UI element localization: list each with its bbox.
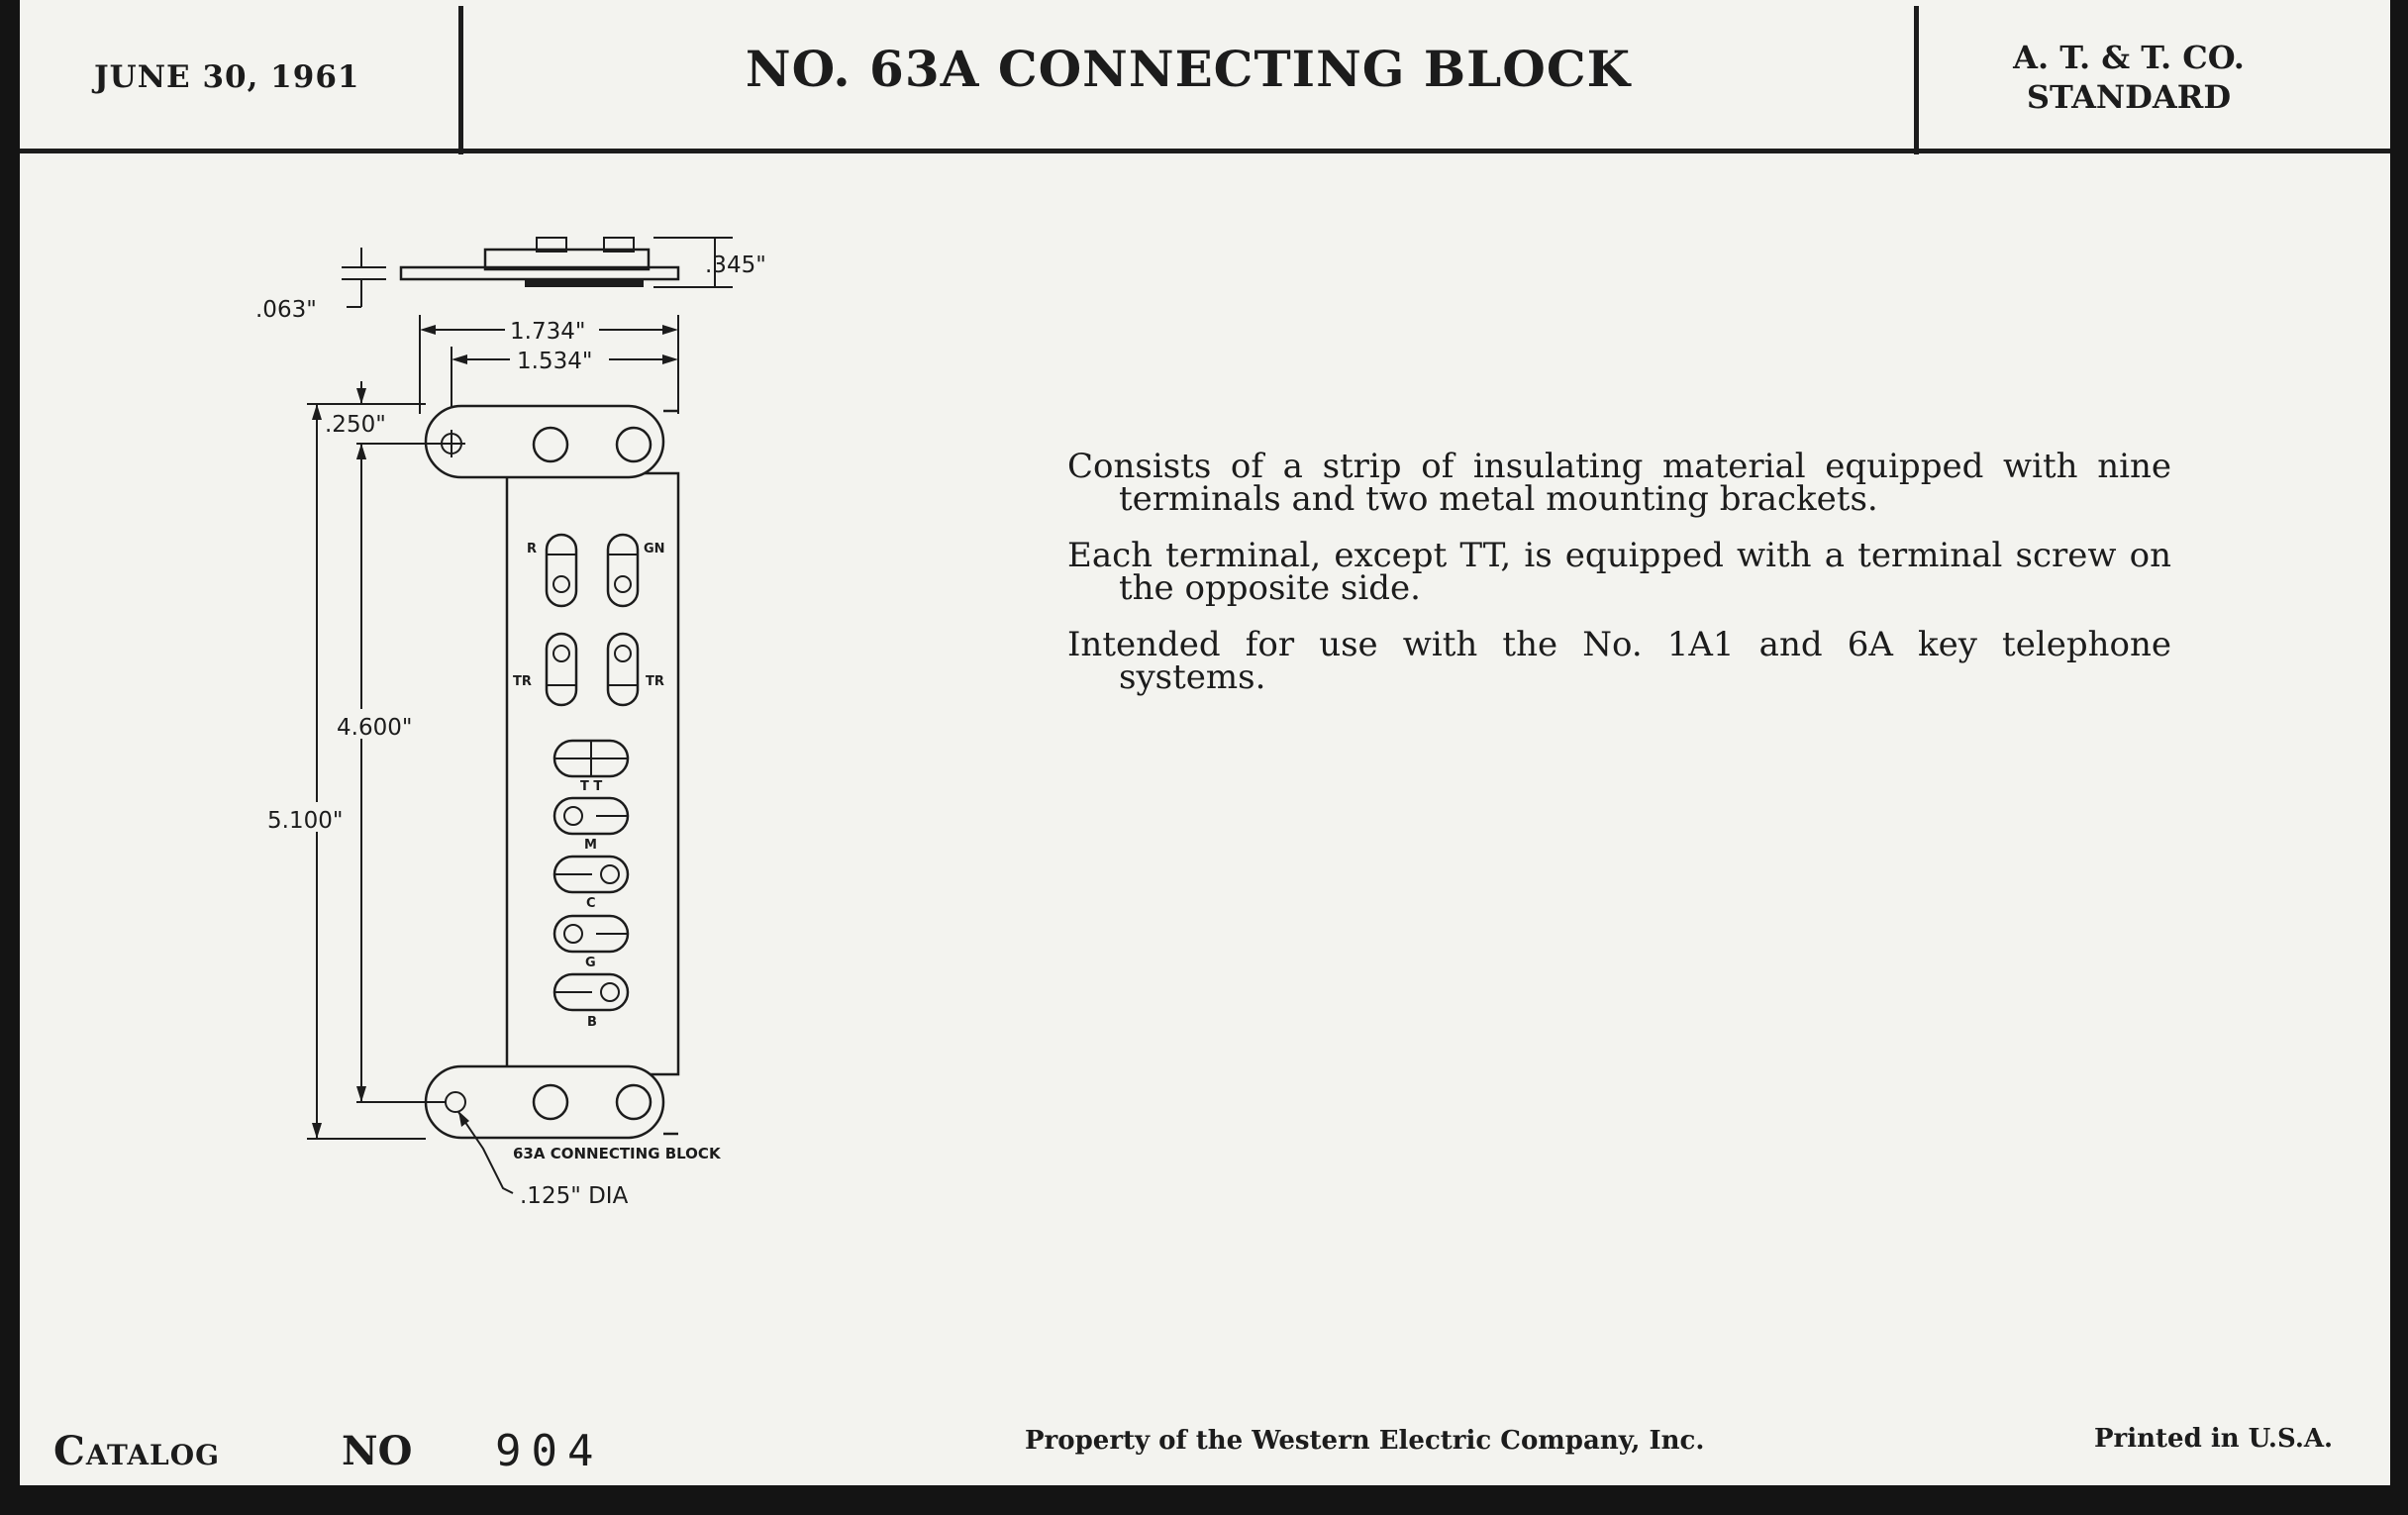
terminal-label-b: B [587, 1015, 597, 1030]
terminal-label-m: M [584, 838, 597, 853]
dim-width-holes: 1.534" [517, 349, 593, 374]
dim-edge-to-hole: .250" [325, 412, 386, 438]
footer-catalog: Catalog [53, 1428, 221, 1474]
description-paragraph-1: Consists of a strip of insulating material equipped with nine terminals and two metal mounting brackets. [1067, 447, 2171, 519]
footer-property: Property of the Western Electric Company, Inc. [1025, 1426, 1705, 1456]
catalog-number: 904 [495, 1426, 604, 1476]
part-label: 63A CONNECTING BLOCK [513, 1145, 721, 1162]
standard-line-2: STANDARD [2026, 78, 2232, 116]
footer-printed: Printed in U.S.A. [2094, 1424, 2334, 1454]
dim-side-height: .345" [705, 252, 766, 278]
dim-hole-spacing: 4.600" [337, 715, 413, 741]
terminals-upper [513, 535, 665, 705]
block-body [426, 406, 678, 1138]
terminal-label-r: R [527, 542, 538, 556]
dim-width-overall: 1.734" [510, 319, 586, 345]
dim-length-overall: 5.100" [267, 808, 344, 834]
standard-mark [1931, 38, 2327, 117]
dim-thickness: .063" [255, 297, 317, 323]
footer-no: NO [342, 1428, 413, 1474]
description-paragraph-2: Each terminal, except TT, is equipped with a terminal screw on the opposite side. [1067, 536, 2171, 608]
terminal-label-g: G [585, 956, 596, 970]
terminal-label-gn: GN [644, 542, 665, 556]
header-rule [20, 149, 2390, 153]
terminal-label-c: C [586, 896, 596, 911]
description [1067, 447, 2171, 718]
terminal-label-tr-right: TR [646, 674, 664, 689]
side-view [255, 238, 766, 323]
header-divider-right [1914, 6, 1919, 154]
page-title: NO. 63A CONNECTING BLOCK [745, 40, 1632, 98]
connecting-block-drawing [20, 198, 766, 1228]
catalog-card [20, 0, 2390, 1485]
standard-line-1: A. T. & T. CO. [2013, 39, 2245, 76]
header-date: JUNE 30, 1961 [94, 59, 360, 95]
terminals-lower [554, 741, 628, 1030]
terminal-label-tr-left: TR [513, 674, 532, 689]
dim-hole-dia: .125" DIA [520, 1183, 629, 1209]
length-dimensions [265, 381, 446, 1139]
terminal-label-tt: T T [580, 779, 603, 794]
description-paragraph-3: Intended for use with the No. 1A1 and 6A key telephone systems. [1067, 625, 2171, 697]
